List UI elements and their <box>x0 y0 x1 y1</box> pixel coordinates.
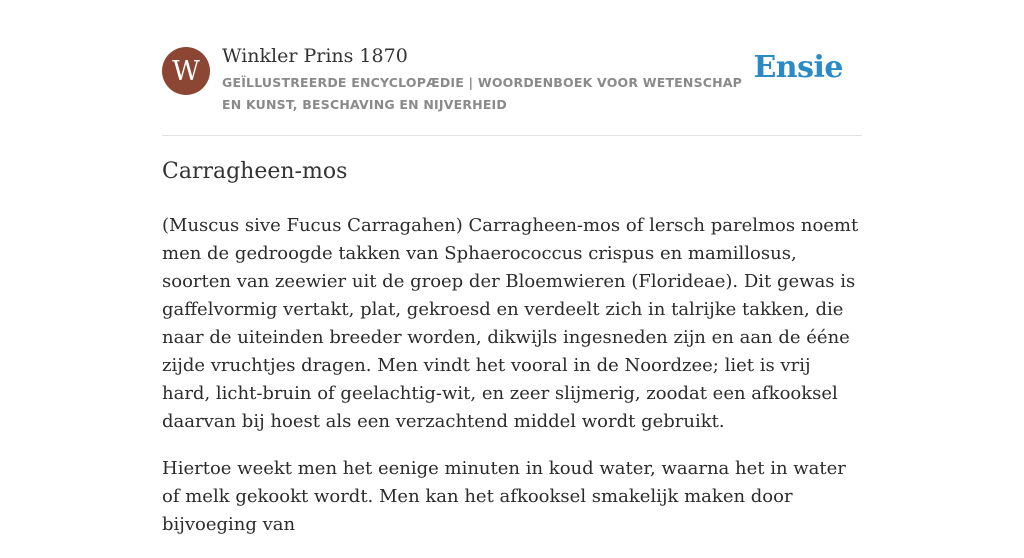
source-avatar[interactable] <box>162 47 210 95</box>
entry-body <box>162 212 864 558</box>
ensie-logo-link[interactable]: Ensie <box>753 50 843 85</box>
entry-paragraph: Hiertoe weekt men het eenige minuten in koud water, waarna het in water of melk gekookt wordt. Men kan het afkooksel smakelijk maken door bijvoeging van <box>162 458 846 535</box>
page <box>162 0 862 535</box>
source-subtitle: GEÏLLUSTREERDE ENCYCLOPÆDIE | WOORDENBOEK VOOR WETENSCHAP EN KUNST, BESCHAVING EN NIJVERHEID <box>222 75 743 112</box>
entry-title: Carragheen-mos <box>162 159 348 184</box>
source-title[interactable]: Winkler Prins 1870 <box>222 45 408 67</box>
entry-paragraph: (Muscus sive Fucus Carragahen) Carragheen-mos of lersch parelmos noemt men de gedroogde takken van Sphaerococcus crispus en mamillosus, soorten van zeewier uit de groep der Bloemwieren (Florideae). Dit gewas is gaffelvormig vertakt, plat, gekroesd en verdeelt zich in talrijke takken, die naar de uiteinden breeder worden, dikwijls ingesneden zijn en aan de ééne zijde vruchtjes dragen. Men vindt het vooral in de Noordzee; liet is vrij hard, licht-bruin of geelachtig-wit, en zeer slijmerig, zoodat een afkooksel daarvan bij hoest als een verzachtend middel wordt gebruikt. <box>162 215 859 432</box>
source-header <box>162 0 862 136</box>
avatar-letter: W <box>172 55 200 87</box>
